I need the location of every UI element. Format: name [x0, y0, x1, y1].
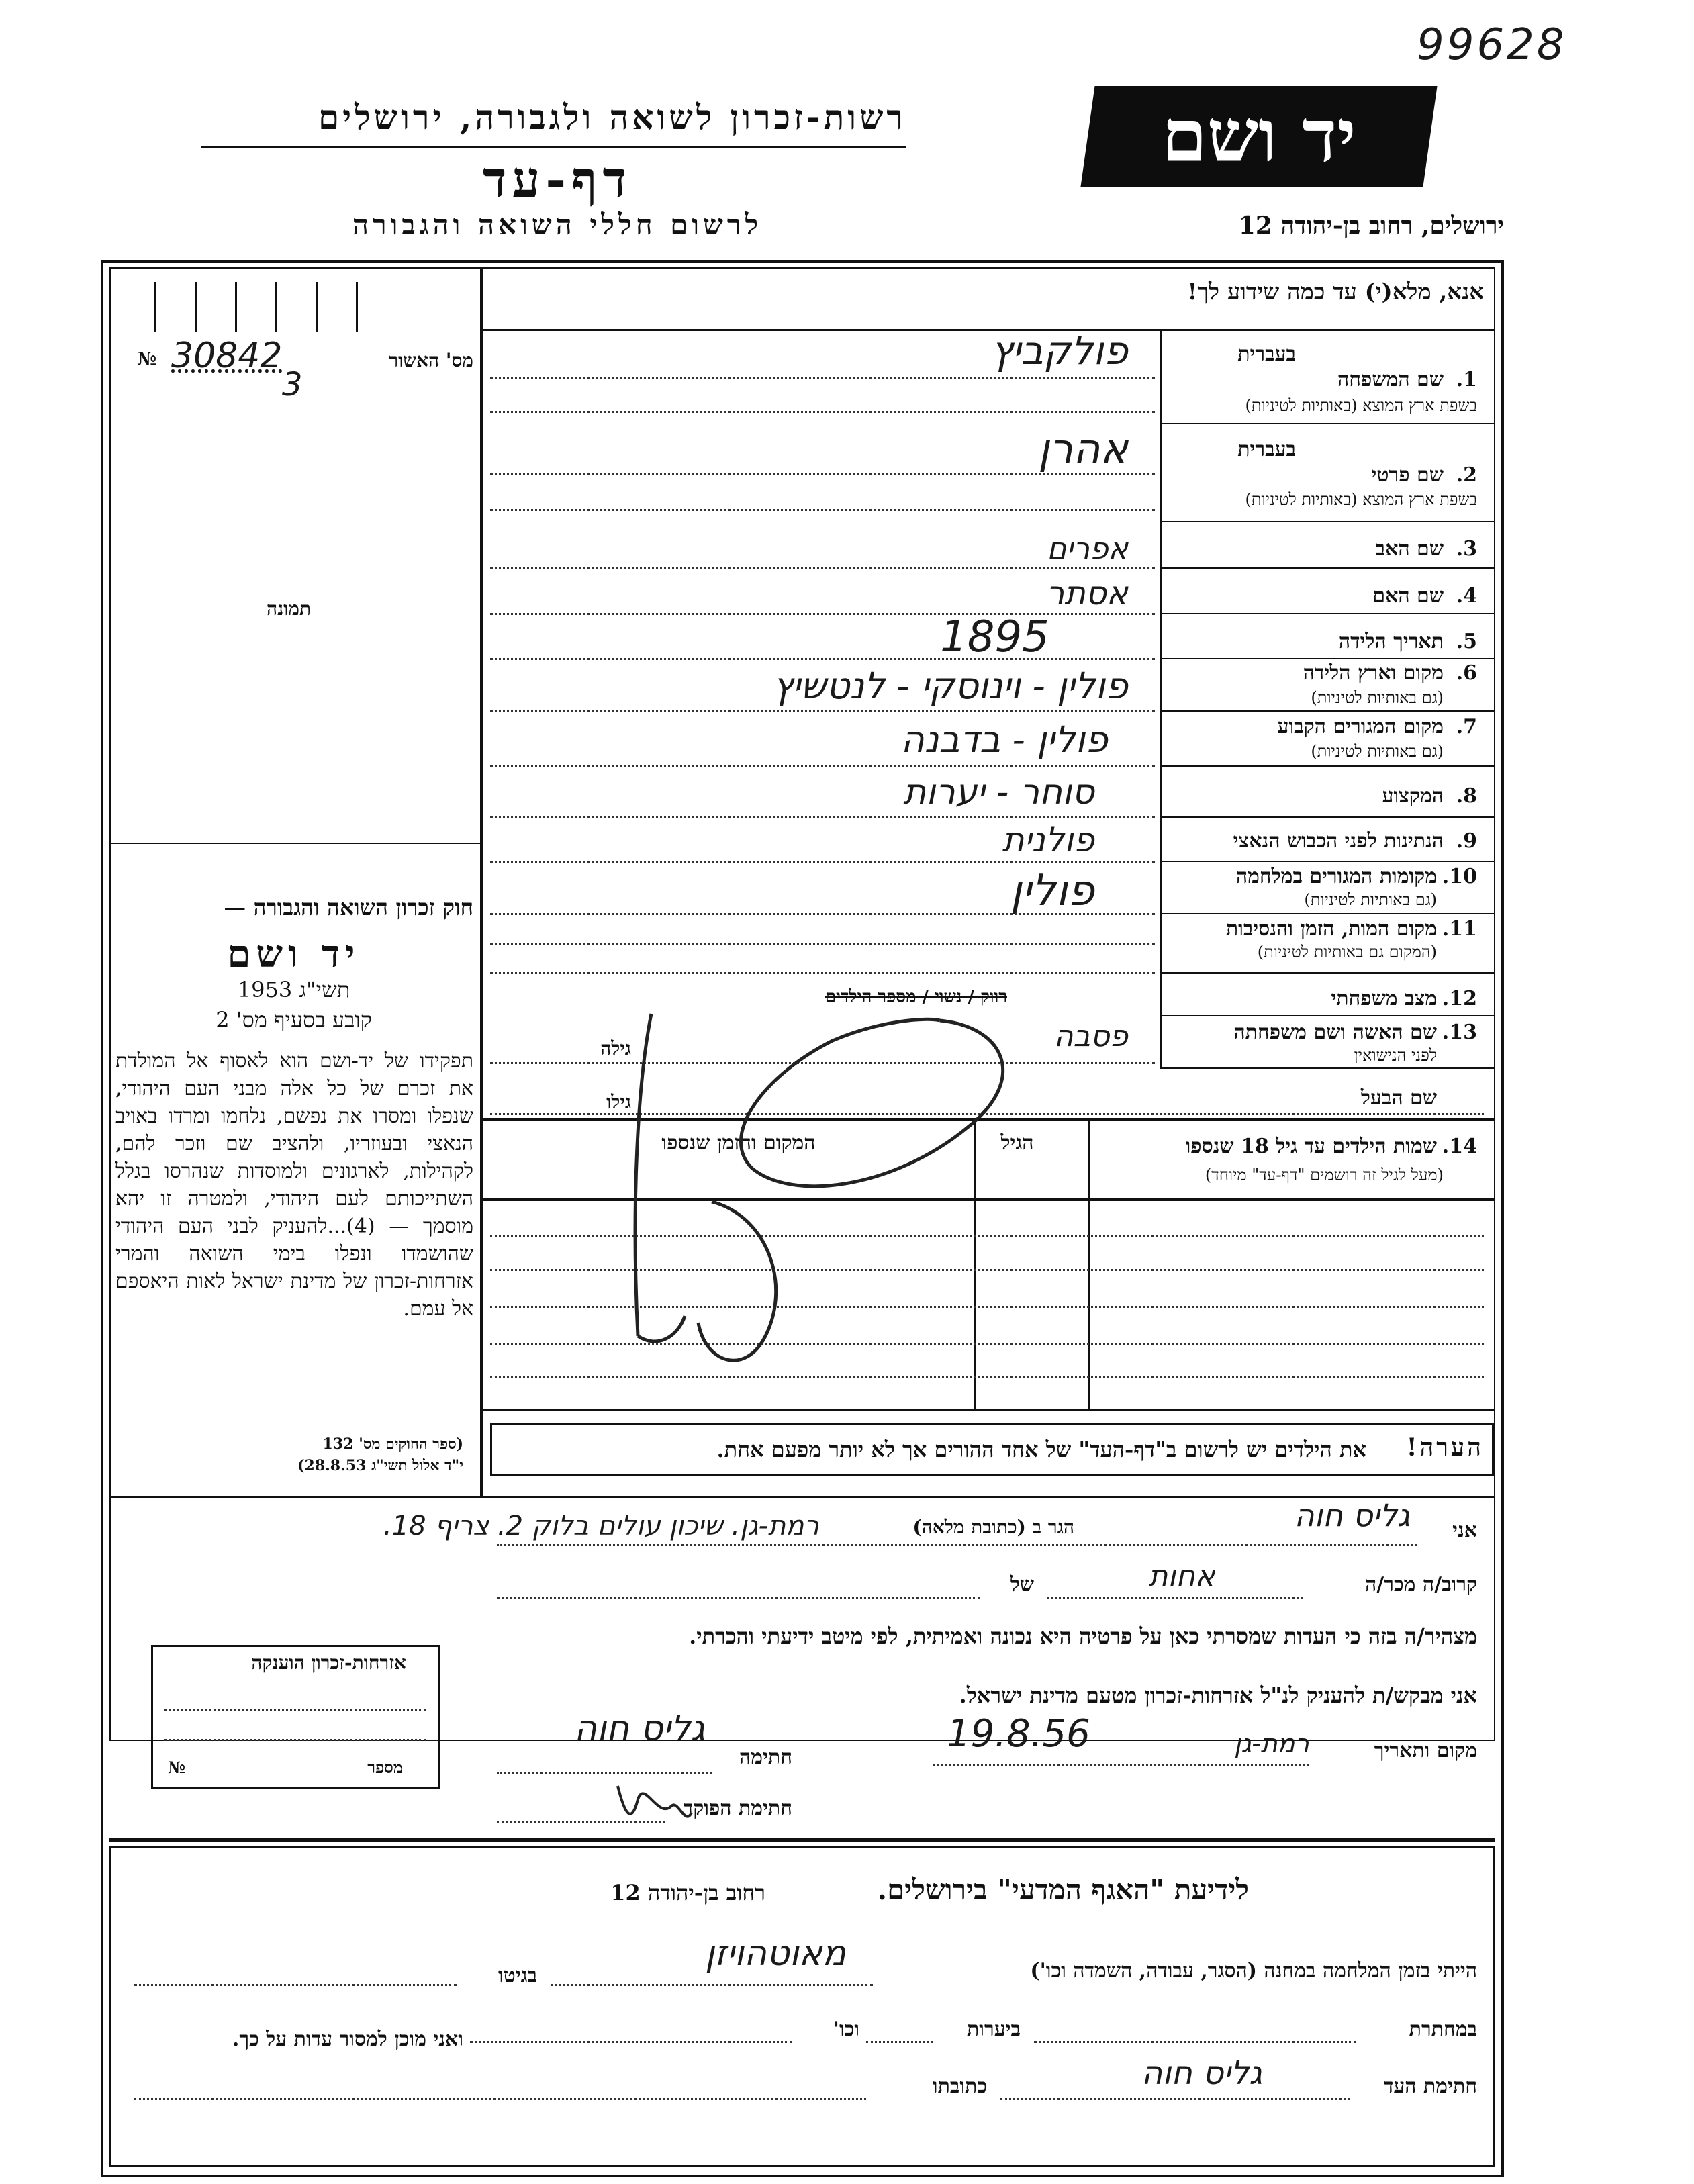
field-line	[490, 861, 1155, 863]
declaration-i-label: אני	[1452, 1519, 1477, 1542]
law-body: תפקידו של יד-ושם הוא לאסוף אל המולדת את זכרם של כל אלה מבני העם היהודי, שנפלו ומסרו את נפשם, נלחמו ומרדו באויב הנאצי ובעוזריו, ולהציב שם וזכר להם, לקהילות, לארגונים ולמוסדות שנהרסו בגלל השתייכותם לעם היהודי, ולמטרה זו יהא מוסמך — (4)...להעניק לבני העם היהודי שהושמדו ונפלו בימי השואה והמרי אזרחות-זכרון של מדינת ישראל לאות היאספם אל עמם.	[115, 1049, 473, 1321]
field-line	[490, 765, 1155, 767]
field-line	[490, 377, 1155, 379]
field-divider	[1160, 972, 1495, 974]
field-9-num: 9.	[1456, 829, 1477, 853]
field-line	[490, 972, 1155, 974]
photo-divider	[109, 843, 480, 844]
field-line	[490, 473, 1155, 475]
dept-line	[866, 2041, 933, 2043]
handwritten-mark	[591, 1000, 1074, 1417]
law-ref-1: (ספר החוקים מס' 132	[322, 1435, 463, 1453]
declaration-line	[933, 1764, 1309, 1766]
living-label: הגר ב (כתובת מלאה)	[912, 1516, 1074, 1538]
law-title: חוק זכרון השואה והגבורה —	[224, 894, 473, 920]
date-value: 19.8.56	[947, 1712, 1090, 1756]
field-divider	[1160, 613, 1495, 614]
logo-text: יד ושם	[1162, 94, 1356, 179]
field-1-num: 1.	[1456, 368, 1477, 391]
remark-text: את הילדים יש לרשום ב"דף-העד" של אחד ההורים אך לא יותר מפעם אחת.	[716, 1437, 1366, 1462]
field-divider	[1160, 521, 1495, 522]
field-4-value: אסתר	[1046, 575, 1128, 612]
witness-addr-label: כתובתו	[932, 2075, 987, 2098]
law-name: יד ושם	[227, 932, 361, 976]
approval-extra: 3	[282, 366, 303, 403]
dept-line	[551, 1984, 873, 1986]
field-13-num: 13.	[1442, 1020, 1477, 1044]
age-label-f: גילה	[600, 1037, 631, 1059]
field-13-value: פסבה	[1053, 1019, 1128, 1053]
witness-sig-label: חתימת העד	[1383, 2075, 1477, 2098]
field-2-sub: בשפת ארץ המוצא (באותיות לטיניות)	[1245, 490, 1477, 509]
field-11-num: 11.	[1442, 917, 1477, 941]
plea-text: אנא, מלא(י) עד כמה שידוע לך!	[1187, 279, 1484, 305]
section-divider	[109, 1838, 1495, 1842]
field-2-hebrew-note: בעברית	[1237, 438, 1296, 461]
stamp-tick	[154, 282, 156, 332]
reference-number: 99628	[1417, 20, 1567, 70]
field-11-sub: (המקום גם באותיות לטיניות)	[1257, 943, 1437, 961]
field-line	[490, 658, 1155, 660]
witness-address: רמת-גן. שיכון עולים בלוק 2. צריף 18.	[383, 1511, 819, 1541]
field-12-num: 12.	[1442, 987, 1477, 1010]
field-8-label: המקצוע	[1382, 784, 1444, 808]
dept-line	[134, 2098, 866, 2100]
certificate-number-label: מספר	[367, 1758, 403, 1777]
header-address: ירושלים, רחוב בן-יהודה 12	[1238, 211, 1504, 240]
camp-label: הייתי בזמן המלחמה במחנה (הסגר, עבודה, השמדה וכו')	[1030, 1959, 1477, 1983]
dept-line	[470, 2041, 792, 2043]
field-8-num: 8.	[1456, 784, 1477, 808]
certificate-title: אזרחות-זכרון הוענקה	[251, 1652, 406, 1674]
field-1-label: שם המשפחה	[1337, 368, 1444, 391]
stamp-tick	[195, 282, 197, 332]
marital-options: רווק / נשוי / מספר הילדים	[825, 987, 1007, 1007]
age-label-m: גילו	[606, 1091, 631, 1113]
underground-label: במחתרת	[1409, 2017, 1477, 2041]
approval-number: 30842	[171, 336, 283, 376]
place-value: רמת-גן	[1234, 1729, 1309, 1758]
relation-value: אחות	[1148, 1559, 1215, 1593]
field-3-num: 3.	[1456, 537, 1477, 561]
field-11-label: מקום המות, הזמן והנסיבות	[1225, 917, 1437, 941]
field-1-hebrew-note: בעברית	[1237, 342, 1296, 366]
field-4-label: שם האם	[1372, 584, 1444, 608]
children-num: 14.	[1442, 1135, 1477, 1158]
husband-label: שם הבעל	[1360, 1086, 1437, 1110]
certificate-no-mark: №	[168, 1758, 186, 1777]
field-7-num: 7.	[1456, 715, 1477, 739]
field-12-label: מצב משפחתי	[1331, 987, 1437, 1010]
children-title: שמות הילדים עד גיל 18 שנספו	[1185, 1135, 1437, 1158]
field-divider	[1160, 710, 1495, 712]
field-divider	[1160, 765, 1495, 767]
forests-label: ביערות	[966, 2017, 1021, 2041]
field-10-sub: (גם באותיות לטיניות)	[1304, 890, 1437, 909]
dept-address: רחוב בן-יהודה 12	[610, 1880, 765, 1905]
children-col-age: הגיל	[1000, 1131, 1034, 1155]
field-line	[490, 509, 1155, 511]
field-13-sub: לפני הנישואין	[1354, 1046, 1437, 1065]
field-5-value: 1895	[940, 612, 1049, 662]
field-line	[490, 411, 1155, 413]
field-9-label: הנתינות לפני הכבוש הנאצי	[1233, 829, 1444, 853]
field-line	[490, 710, 1155, 712]
officer-label: חתימת הפוקד	[683, 1797, 792, 1820]
of-label: של	[1010, 1573, 1034, 1597]
remark-label: הערה!	[1406, 1433, 1484, 1462]
field-line	[490, 567, 1155, 569]
etc-label: וכו'	[833, 2017, 859, 2041]
field-divider	[1160, 567, 1495, 569]
field-1-sub: בשפת ארץ המוצא (באותיות לטיניות)	[1245, 396, 1477, 415]
relative-label: קרוב/ה מכר/ה	[1365, 1573, 1477, 1597]
form-subtitle: לרשום חללי השואה והגבורה	[352, 208, 763, 241]
field-line	[490, 816, 1155, 818]
children-note: (מעל לגיל זה רושמים "דף-עד" מיוחד)	[1205, 1166, 1444, 1184]
ready-label: ואני מוכן למסור עדות על כך.	[232, 2028, 463, 2051]
children-col-border	[1088, 1120, 1090, 1409]
field-8-value: סוחר - יערות	[903, 772, 1094, 812]
field-divider	[1160, 423, 1495, 424]
approval-label: מס' האשור	[389, 349, 473, 371]
certificate-line	[164, 1739, 426, 1741]
authority-underline	[201, 146, 906, 148]
certificate-line	[164, 1709, 426, 1711]
place-date-label: מקום ותאריך	[1374, 1739, 1477, 1762]
field-7-label: מקום המגורים הקבוע	[1277, 715, 1444, 739]
stamp-tick	[235, 282, 237, 332]
signature-value: גליס חוה	[574, 1709, 705, 1749]
field-divider	[1160, 658, 1495, 659]
approval-no-mark: №	[138, 349, 157, 369]
field-line	[490, 943, 1155, 945]
field-6-sub: (גם באותיות לטיניות)	[1311, 688, 1444, 707]
field-2-value: אהרן	[1038, 424, 1128, 473]
dept-line	[1034, 2041, 1356, 2043]
field-10-value: פולין	[1010, 866, 1094, 916]
field-2-label: שם פרטי	[1371, 463, 1444, 487]
field-divider	[1160, 816, 1495, 818]
field-2-num: 2.	[1456, 463, 1477, 487]
field-line	[490, 613, 1155, 615]
field-divider	[1160, 1067, 1495, 1069]
authority-name: רשות-זכרון לשואה ולגבורה, ירושלים	[318, 97, 906, 137]
children-col-place: המקום והזמן שנספו	[661, 1131, 816, 1155]
declaration-line	[497, 1597, 980, 1599]
field-3-label: שם האב	[1375, 537, 1444, 561]
field-divider	[1160, 1015, 1495, 1016]
law-clause: קובע בסעיף מס' 2	[216, 1007, 372, 1033]
dept-line	[134, 1984, 457, 1986]
field-7-value: פולין - בדבנה	[900, 718, 1108, 761]
stamp-tick	[275, 282, 277, 332]
field-6-label: מקום וארץ הלידה	[1303, 661, 1444, 685]
side-panel-border	[480, 269, 483, 1497]
field-line	[490, 913, 1155, 915]
field-1-value: פולקביץ	[991, 328, 1128, 373]
field-divider	[1160, 913, 1495, 914]
officer-signature-mark	[604, 1772, 705, 1840]
field-6-num: 6.	[1456, 661, 1477, 685]
declaration-statement: מצהיר/ה בזה כי העדות שמסרתי כאן על פרטיה היא נכונה ואמיתית, לפי מיטב ידיעתי והכרתי.	[689, 1623, 1477, 1649]
witness-sig-value: גליס חוה	[1141, 2054, 1262, 2092]
field-6-value: פולין - וינוסקי - לנטשיץ	[773, 665, 1128, 707]
ghetto-label: בגיטו	[498, 1964, 537, 1987]
field-7-sub: (גם באותיות לטיניות)	[1311, 742, 1444, 761]
label-column-border	[1160, 329, 1162, 1067]
field-10-label: מקומות המגורים במלחמה	[1235, 865, 1437, 888]
stamp-tick	[316, 282, 318, 332]
stamp-tick	[356, 282, 358, 332]
dept-title: לידיעת "האגף המדעי" בירושלים.	[877, 1873, 1249, 1906]
yad-vashem-logo	[1080, 86, 1437, 187]
field-3-value: אפרים	[1047, 532, 1128, 566]
field-10-num: 10.	[1442, 865, 1477, 888]
signature-label: חתימה	[739, 1746, 792, 1769]
field-4-num: 4.	[1456, 584, 1477, 608]
declaration-line	[497, 1544, 1417, 1546]
field-divider	[1160, 861, 1495, 862]
field-13-label: שם האשה ושם משפחתה	[1233, 1020, 1437, 1044]
witness-name: גליס חוה	[1294, 1497, 1410, 1533]
field-9-value: פולנית	[1002, 820, 1094, 859]
field-5-label: תאריך הלידה	[1338, 630, 1444, 653]
photo-label: תמונה	[266, 598, 312, 620]
camp-value: מאוטהויזן	[705, 1934, 846, 1974]
declaration-request: אני מבקש/ת להעניק לנ"ל אזרחות-זכרון מטעם מדינת ישראל.	[959, 1682, 1477, 1708]
dept-line	[1000, 2098, 1350, 2100]
law-ref-2: י"ד אלול תשי"ג 28.8.53)	[297, 1457, 463, 1474]
law-year: תשי"ג 1953	[237, 977, 350, 1002]
form-title: דף-עד	[482, 151, 632, 209]
field-5-num: 5.	[1456, 630, 1477, 653]
declaration-line	[1047, 1597, 1303, 1599]
